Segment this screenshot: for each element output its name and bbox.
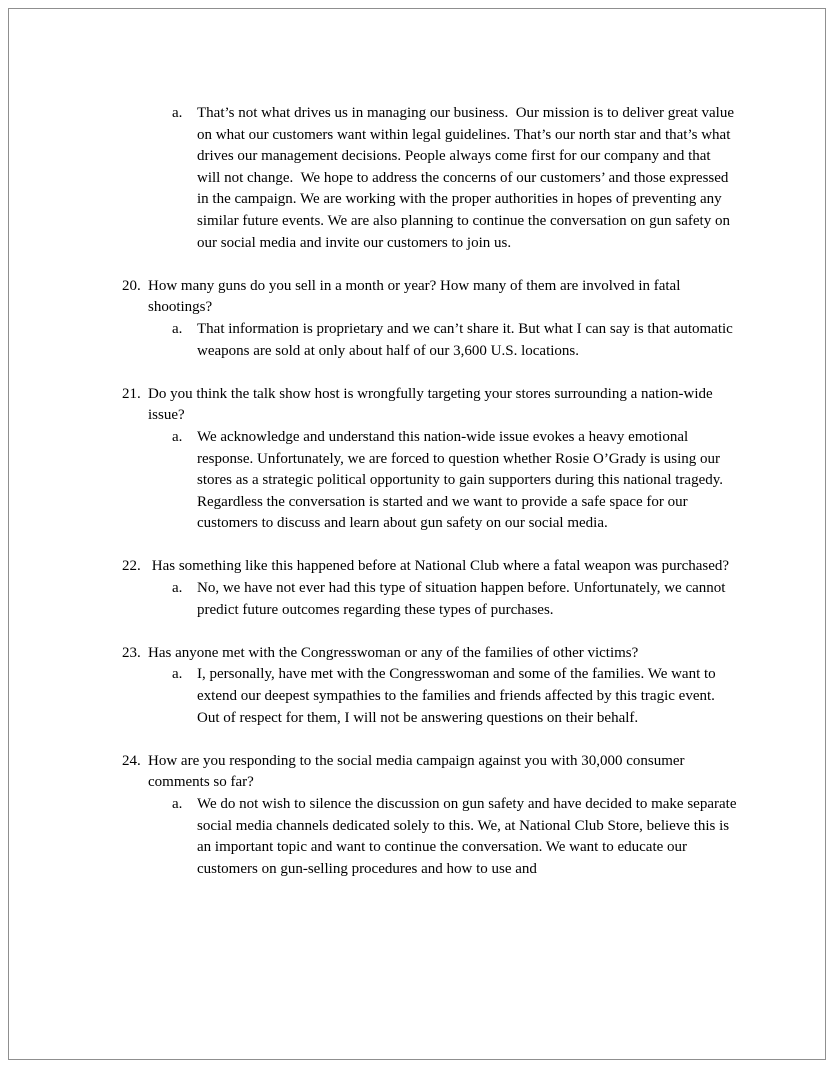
qa-list <box>9 9 825 942</box>
answer-text: That information is proprietary and we can’t share it. But what I can say is that automatic weapons are sold at only about half of our 3,600 U.S. locations. <box>197 320 737 359</box>
answer-marker: a. <box>172 320 183 337</box>
answer-text: I, personally, have met with the Congresswoman and some of the families. We want to extend our deepest sympathies to the families and friends affected by this tragic event. Out of respect for them, I will not be answering questions on their behalf. <box>197 666 720 726</box>
question-text: Has something like this happened before at National Club where a fatal weapon was purchased? <box>148 558 730 575</box>
answer-marker: a. <box>172 105 183 121</box>
answer-text: No, we have not ever had this type of situation happen before. Unfortunately, we cannot predict future outcomes regarding these types of purchases. <box>197 580 730 618</box>
question-number: 20. <box>122 277 141 294</box>
document-page <box>8 8 826 1060</box>
qa-item <box>122 643 737 729</box>
answer-marker: a. <box>172 796 183 812</box>
qa-item <box>122 276 737 362</box>
question-row <box>122 556 737 578</box>
answer-row <box>172 794 741 880</box>
qa-item <box>122 384 737 535</box>
answer-text: That’s not what drives us in managing our business. Our mission is to deliver great value on what our customers want within legal guidelines. That’s our north star and that’s what drives our management decisions. People always come first for our company and that will not change. We hope to address the concerns of our customers’ and those expressed in the campaign. We are working with the proper authorities in hopes of preventing any similar future events. We are also planning to continue the conversation on gun safety on our social media and invite our customers to join us. <box>197 105 738 251</box>
question-row <box>122 384 737 427</box>
answer-row <box>172 664 737 729</box>
answer-row <box>172 103 737 254</box>
qa-item <box>122 751 741 881</box>
question-row <box>122 643 737 665</box>
question-text: Has anyone met with the Congresswoman or any of the families of other victims? <box>148 644 639 661</box>
answer-marker: a. <box>172 580 183 597</box>
answer-row <box>172 427 737 535</box>
answer-text: We do not wish to silence the discussion on gun safety and have decided to make separate social media channels dedicated solely to this. We, at National Club Store, believe this is an important topic and want to continue the conversation. We want to educate our customers on gun-selling procedures and how to use and <box>197 796 741 877</box>
answer-marker: a. <box>172 428 183 445</box>
qa-item <box>122 103 737 254</box>
question-number: 24. <box>122 752 141 769</box>
question-text: Do you think the talk show host is wrongfully targeting your stores surrounding a nation-wide issue? <box>148 385 717 424</box>
answer-row <box>172 319 737 362</box>
question-row <box>122 276 737 319</box>
answer-text: We acknowledge and understand this nation-wide issue evokes a heavy emotional response. Unfortunately, we are forced to question whether Rosie O’Grady is using our stores as a strategic political opportunity to gain supporters during this national tragedy. Regardless the conversation is started and we want to provide a safe space for our customers to discuss and learn about gun safety on our social media. <box>197 428 731 532</box>
question-row <box>122 751 737 794</box>
question-number: 22. <box>122 558 141 575</box>
question-text: How are you responding to the social media campaign against you with 30,000 consumer comments so far? <box>148 752 689 791</box>
answer-row <box>172 578 737 621</box>
question-text: How many guns do you sell in a month or year? How many of them are involved in fatal shootings? <box>148 277 685 316</box>
question-number: 21. <box>122 385 141 402</box>
qa-item <box>122 556 737 621</box>
answer-marker: a. <box>172 666 183 683</box>
question-number: 23. <box>122 644 141 661</box>
